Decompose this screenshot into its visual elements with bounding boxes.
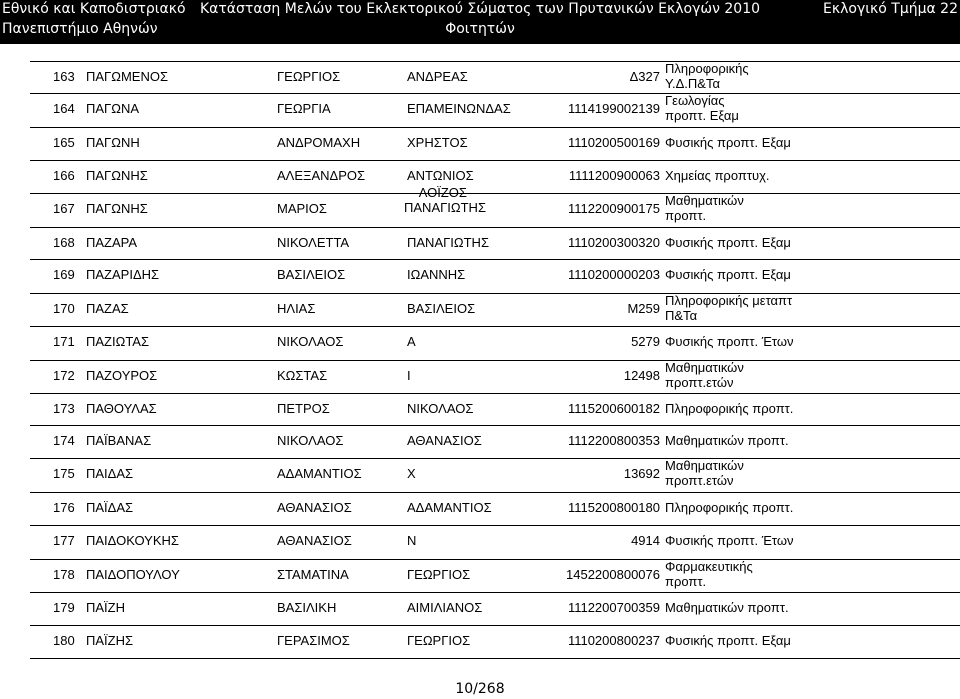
row-number: 177	[53, 533, 75, 548]
father-name: Ι	[407, 368, 411, 383]
last-name: ΠΑΙΔΟΚΟΥΚΗΣ	[86, 533, 179, 548]
row-number: 166	[53, 168, 75, 183]
row-divider	[30, 360, 960, 361]
student-id: 1112200700359	[567, 600, 660, 615]
row-number: 169	[53, 267, 75, 282]
row-number: 173	[53, 401, 75, 416]
first-name: ΓΕΩΡΓΙΟΣ	[277, 69, 341, 84]
document-subtitle: Φοιτητών	[445, 21, 515, 37]
department: Μαθηματικών προπτ.	[665, 193, 744, 223]
department: Φυσικής προπτ. Εξαμ	[665, 235, 791, 250]
first-name: ΑΘΑΝΑΣΙΟΣ	[277, 500, 352, 515]
page-number: 10/268	[455, 681, 505, 697]
last-name: ΠΑΖΑΣ	[86, 301, 129, 316]
father-name: ΕΠΑΜΕΙΝΩΝΔΑΣ	[407, 101, 511, 116]
row-number: 178	[53, 567, 75, 582]
father-name: ΑΔΑΜΑΝΤΙΟΣ	[407, 500, 492, 515]
first-name: ΒΑΣΙΛΕΙΟΣ	[277, 267, 346, 282]
father-name: ΑΝΤΩΝΙΟΣ	[407, 168, 474, 183]
student-id: 1110200300320	[567, 235, 660, 250]
last-name: ΠΑΪΔΑΣ	[86, 500, 134, 515]
first-name: ΣΤΑΜΑΤΙΝΑ	[277, 567, 349, 582]
first-name: ΝΙΚΟΛΕΤΤΑ	[277, 235, 350, 250]
last-name: ΠΑΓΩΜΕΝΟΣ	[86, 69, 168, 84]
father-name: ΑΙΜΙΛΙΑΝΟΣ	[407, 600, 483, 615]
student-id: 1110200800237	[567, 633, 660, 648]
father-name: ΠΑΝΑΓΙΩΤΗΣ	[407, 235, 489, 250]
student-id: 1110200000203	[567, 267, 660, 282]
electoral-section: Εκλογικό Τμήμα 22	[823, 1, 958, 17]
department: Φυσικής προπτ. Εξαμ	[665, 633, 791, 648]
row-number: 174	[53, 433, 75, 448]
row-divider	[30, 293, 960, 294]
father-name: ΝΙΚΟΛΑΟΣ	[407, 401, 474, 416]
row-number: 179	[53, 600, 75, 615]
student-id: 1115200600182	[567, 401, 660, 416]
university-name-line2: Πανεπιστήμιο Αθηνών	[2, 21, 158, 37]
department: Φαρμακευτικής προπτ.	[665, 559, 753, 589]
student-id: 1452200800076	[566, 567, 660, 582]
row-number: 163	[53, 69, 75, 84]
department: Χημείας προπτυχ.	[665, 168, 770, 183]
student-id: 12498	[623, 368, 660, 383]
first-name: ΝΙΚΟΛΑΟΣ	[277, 433, 344, 448]
row-divider	[30, 492, 960, 493]
row-divider	[30, 458, 960, 459]
department: Φυσικής προπτ. Εξαμ	[665, 267, 791, 282]
row-number: 175	[53, 466, 75, 481]
row-divider	[30, 259, 960, 260]
last-name: ΠΑΪΖΗΣ	[86, 633, 134, 648]
department: Φυσικής προπτ. Έτων	[665, 533, 794, 548]
department: Πληροφορικής προπτ.	[665, 500, 794, 515]
first-name: ΓΕΩΡΓΙΑ	[277, 101, 331, 116]
first-name: ΑΔΑΜΑΝΤΙΟΣ	[277, 466, 362, 481]
father-name: Χ	[407, 466, 416, 481]
row-divider	[30, 61, 960, 62]
department: Μαθηματικών προπτ.	[665, 433, 789, 448]
father-name: ΧΡΗΣΤΟΣ	[407, 135, 468, 150]
department: Πληροφορικής προπτ.	[665, 401, 794, 416]
row-divider	[30, 592, 960, 593]
department: Γεωλογίας προπτ. Εξαμ	[665, 93, 739, 123]
father-name: ΓΕΩΡΓΙΟΣ	[407, 633, 471, 648]
first-name: ΠΕΤΡΟΣ	[277, 401, 330, 416]
row-divider	[30, 193, 960, 194]
student-id: 1111200900063	[568, 168, 660, 183]
row-divider	[30, 127, 960, 128]
last-name: ΠΑΙΔΑΣ	[86, 466, 134, 481]
student-id: 5279	[631, 334, 660, 349]
row-number: 164	[53, 101, 75, 116]
row-number: 165	[53, 135, 75, 150]
last-name: ΠΑΖΑΡΙΔΗΣ	[86, 267, 160, 282]
first-name: ΓΕΡΑΣΙΜΟΣ	[277, 633, 350, 648]
last-name: ΠΑΙΔΟΠΟΥΛΟΥ	[86, 567, 180, 582]
row-divider	[30, 227, 960, 228]
department: Πληροφορικής μεταπτ Π&Τα	[665, 293, 793, 323]
row-number: 168	[53, 235, 75, 250]
row-number: 176	[53, 500, 75, 515]
last-name: ΠΑΓΩΝΗΣ	[86, 201, 148, 216]
page-header	[0, 0, 960, 44]
first-name: ΒΑΣΙΛΙΚΗ	[277, 600, 337, 615]
student-id: 1115200800180	[567, 500, 660, 515]
last-name: ΠΑΓΩΝΑ	[86, 101, 139, 116]
father-name: Α	[407, 334, 416, 349]
row-number: 171	[53, 334, 75, 349]
student-id: Μ259	[627, 301, 660, 316]
first-name: ΑΘΑΝΑΣΙΟΣ	[277, 533, 352, 548]
father-name: ΛΟΪΖΟΣ-ΠΑΝΑΓΙΩΤΗΣ	[404, 185, 486, 215]
row-number: 180	[53, 633, 75, 648]
first-name: ΗΛΙΑΣ	[277, 301, 316, 316]
student-id: 13692	[623, 466, 660, 481]
first-name: ΑΝΔΡΟΜΑΧΗ	[277, 135, 361, 150]
department: Μαθηματικών προπτ.ετών	[665, 458, 744, 488]
department: Μαθηματικών προπτ.ετών	[665, 360, 744, 390]
first-name: ΚΩΣΤΑΣ	[277, 368, 328, 383]
university-name-line1: Εθνικό και Καποδιστριακό	[2, 1, 186, 17]
row-number: 170	[53, 301, 75, 316]
department: Πληροφορικής Υ.Δ.Π&Τα	[665, 61, 749, 91]
first-name: ΝΙΚΟΛΑΟΣ	[277, 334, 344, 349]
department: Μαθηματικών προπτ.	[665, 600, 789, 615]
row-number: 172	[53, 368, 75, 383]
father-name: ΓΕΩΡΓΙΟΣ	[407, 567, 471, 582]
first-name: ΑΛΕΞΑΝΔΡΟΣ	[277, 168, 366, 183]
row-divider	[30, 393, 960, 394]
father-name: Ν	[407, 533, 417, 548]
last-name: ΠΑΖΟΥΡΟΣ	[86, 368, 158, 383]
father-name: ΑΝΔΡΕΑΣ	[407, 69, 468, 84]
father-name: ΒΑΣΙΛΕΙΟΣ	[407, 301, 476, 316]
student-id: 1110200500169	[567, 135, 660, 150]
row-divider	[30, 160, 960, 161]
row-divider	[30, 326, 960, 327]
father-name: ΙΩΑΝΝΗΣ	[407, 267, 466, 282]
last-name: ΠΑΪΒΑΝΑΣ	[86, 433, 152, 448]
row-divider	[30, 559, 960, 560]
first-name: ΜΑΡΙΟΣ	[277, 201, 327, 216]
student-id: Δ327	[629, 69, 660, 84]
row-divider	[30, 93, 960, 94]
student-id: 1114199002139	[567, 101, 660, 116]
father-name: ΑΘΑΝΑΣΙΟΣ	[407, 433, 482, 448]
row-number: 167	[53, 201, 75, 216]
department: Φυσικής προπτ. Εξαμ	[665, 135, 791, 150]
student-id: 1112200900175	[567, 201, 660, 216]
document-title: Κατάσταση Μελών του Εκλεκτορικού Σώματος των Πρυτανικών Εκλογών 2010	[199, 1, 761, 17]
student-id: 1112200800353	[567, 433, 660, 448]
last-name: ΠΑΖΙΩΤΑΣ	[86, 334, 150, 349]
row-divider	[30, 658, 960, 659]
row-divider	[30, 525, 960, 526]
row-divider	[30, 425, 960, 426]
last-name: ΠΑΖΑΡΑ	[86, 235, 138, 250]
last-name: ΠΑΪΖΗ	[86, 600, 125, 615]
row-divider	[30, 625, 960, 626]
last-name: ΠΑΘΟΥΛΑΣ	[86, 401, 157, 416]
last-name: ΠΑΓΩΝΗ	[86, 135, 140, 150]
department: Φυσικής προπτ. Έτων	[665, 334, 794, 349]
student-id: 4914	[631, 533, 660, 548]
last-name: ΠΑΓΩΝΗΣ	[86, 168, 148, 183]
